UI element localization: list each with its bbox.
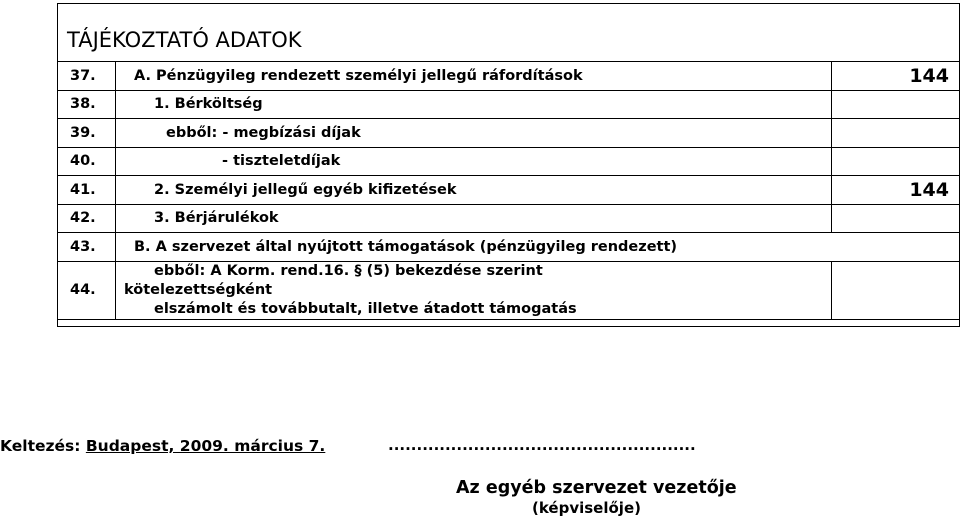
row-value bbox=[832, 261, 960, 319]
table-row bbox=[58, 233, 960, 262]
row-label-line: ebből: A Korm. rend.16. § (5) bekezdése szerint bbox=[154, 262, 543, 279]
row-number: 44. bbox=[58, 261, 116, 319]
row-value bbox=[832, 147, 960, 176]
row-label: 1. Bérköltség bbox=[116, 90, 832, 119]
table-row bbox=[58, 261, 960, 319]
signature-line: ...................................................... bbox=[388, 436, 696, 454]
row-value bbox=[832, 204, 960, 233]
row-value bbox=[832, 119, 960, 148]
row-label: A. Pénzügyileg rendezett személyi jellegű ráfordítások bbox=[116, 62, 832, 91]
row-label-line: elszámolt és továbbutalt, illetve átadott támogatás bbox=[154, 300, 577, 317]
info-table bbox=[57, 61, 960, 320]
row-label bbox=[116, 261, 832, 319]
row-label: ebből: - megbízási díjak bbox=[116, 119, 832, 148]
row-value: 144 bbox=[832, 62, 960, 91]
row-number: 42. bbox=[58, 204, 116, 233]
row-value: 144 bbox=[832, 176, 960, 205]
table-row bbox=[58, 147, 960, 176]
row-number: 37. bbox=[58, 62, 116, 91]
row-label-line: kötelezettségként bbox=[124, 281, 273, 298]
row-label: 3. Bérjárulékok bbox=[116, 204, 832, 233]
signer-subtitle: (képviselője) bbox=[532, 499, 641, 517]
row-label: 2. Személyi jellegű egyéb kifizetések bbox=[116, 176, 832, 205]
table-row bbox=[58, 90, 960, 119]
signer-title: Az egyéb szervezet vezetője bbox=[456, 478, 737, 498]
row-label: B. A szervezet által nyújtott támogatások (pénzügyileg rendezett) bbox=[116, 233, 960, 262]
row-label: - tiszteletdíjak bbox=[116, 147, 832, 176]
table-row bbox=[58, 204, 960, 233]
table-row bbox=[58, 62, 960, 91]
row-number: 38. bbox=[58, 90, 116, 119]
table-row bbox=[58, 176, 960, 205]
page-title: TÁJÉKOZTATÓ ADATOK bbox=[67, 28, 302, 52]
row-value bbox=[832, 90, 960, 119]
date-label: Keltezés: bbox=[0, 437, 81, 455]
row-number: 40. bbox=[58, 147, 116, 176]
row-number: 43. bbox=[58, 233, 116, 262]
row-number: 39. bbox=[58, 119, 116, 148]
row-number: 41. bbox=[58, 176, 116, 205]
date-value: Budapest, 2009. március 7. bbox=[85, 437, 326, 455]
table-row bbox=[58, 119, 960, 148]
date-line bbox=[0, 437, 325, 455]
